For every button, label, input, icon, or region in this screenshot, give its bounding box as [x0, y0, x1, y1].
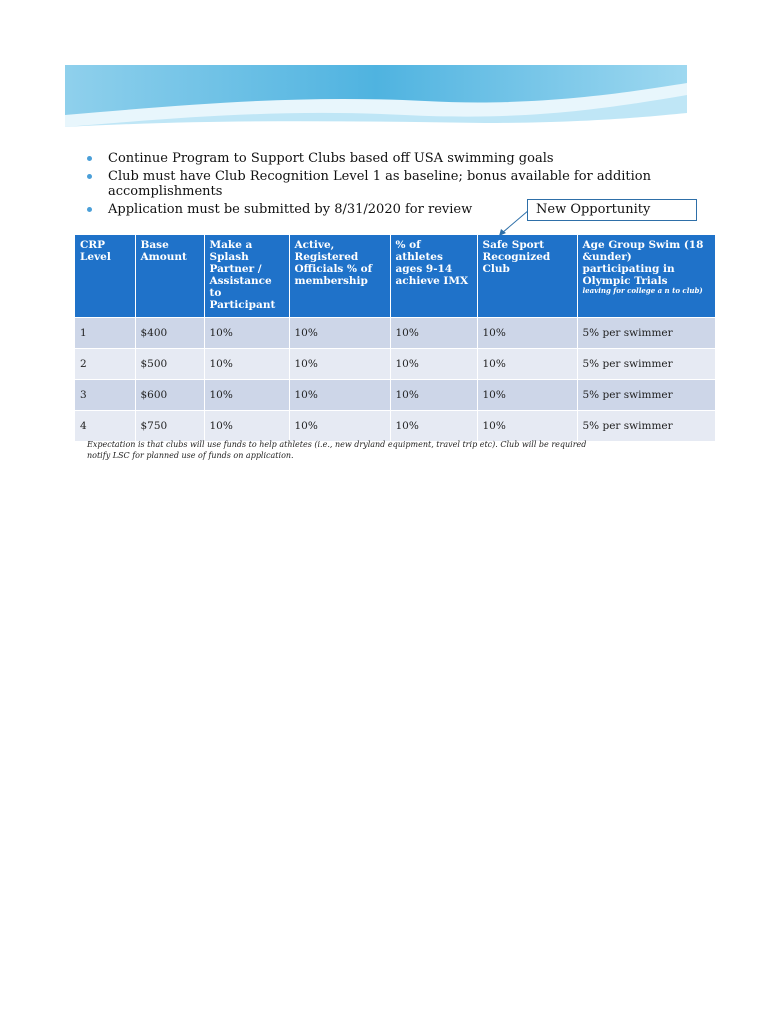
- table-cell: 10%: [204, 380, 289, 411]
- table-row: [75, 380, 715, 411]
- table-cell: 10%: [477, 318, 577, 349]
- wave-banner: [65, 65, 687, 130]
- footnote-line: notify LSC for planned use of funds on application.: [87, 451, 294, 460]
- table-cell: 5% per swimmer: [577, 349, 715, 380]
- slide: [65, 65, 704, 463]
- column-header: CRP Level: [75, 235, 135, 318]
- bullet-icon: [87, 207, 92, 212]
- table-cell: $750: [135, 411, 204, 442]
- table-cell: 10%: [289, 411, 390, 442]
- table-cell: 10%: [390, 318, 477, 349]
- table-cell: 10%: [289, 318, 390, 349]
- table-cell: $600: [135, 380, 204, 411]
- table-cell: 10%: [390, 349, 477, 380]
- bullet-item: Club must have Club Recognition Level 1 as baseline; bonus available for addition accomplishments: [85, 169, 725, 199]
- table-cell: 5% per swimmer: [577, 318, 715, 349]
- column-header: Safe Sport Recognized Club: [477, 235, 577, 318]
- table-cell: 10%: [204, 411, 289, 442]
- table-cell: 10%: [477, 380, 577, 411]
- header-note: leaving for college a n to club): [582, 286, 703, 295]
- table-cell: 10%: [289, 349, 390, 380]
- bullet-icon: [87, 174, 92, 179]
- column-header-age-group: Age Group Swim (18 &under) participating in Olympic Trials leaving for college a n to club): [577, 235, 715, 318]
- footnote: [87, 439, 707, 461]
- table-row: [75, 349, 715, 380]
- table-row: [75, 318, 715, 349]
- table-cell: 10%: [289, 380, 390, 411]
- bullet-icon: [87, 156, 92, 161]
- table-cell: 10%: [477, 349, 577, 380]
- footnote-line: Expectation is that clubs will use funds to help athletes (i.e., new dryland equipment, travel trip etc). Club will be required: [87, 440, 587, 449]
- table-cell: 1: [75, 318, 135, 349]
- table-cell: 4: [75, 411, 135, 442]
- table-cell: 5% per swimmer: [577, 411, 715, 442]
- table-header-row: [75, 235, 715, 318]
- new-opportunity-callout: New Opportunity: [527, 199, 697, 221]
- table-cell: 5% per swimmer: [577, 380, 715, 411]
- table-cell: 10%: [204, 349, 289, 380]
- table-cell: 2: [75, 349, 135, 380]
- bullet-item: Continue Program to Support Clubs based off USA swimming goals: [85, 151, 725, 166]
- table-row: [75, 411, 715, 442]
- column-header: Base Amount: [135, 235, 204, 318]
- table-cell: $500: [135, 349, 204, 380]
- column-header: Active, Registered Officials % of membership: [289, 235, 390, 318]
- table-cell: 10%: [477, 411, 577, 442]
- table-cell: 10%: [204, 318, 289, 349]
- table-cell: 10%: [390, 411, 477, 442]
- table-cell: $400: [135, 318, 204, 349]
- crp-table: [75, 235, 716, 441]
- table-cell: 3: [75, 380, 135, 411]
- column-header: % of athletes ages 9-14 achieve IMX: [390, 235, 477, 318]
- table-cell: 10%: [390, 380, 477, 411]
- column-header: Make a Splash Partner / Assistance to Participant: [204, 235, 289, 318]
- bullet-item: Application must be submitted by 8/31/2020 for review: [85, 202, 725, 217]
